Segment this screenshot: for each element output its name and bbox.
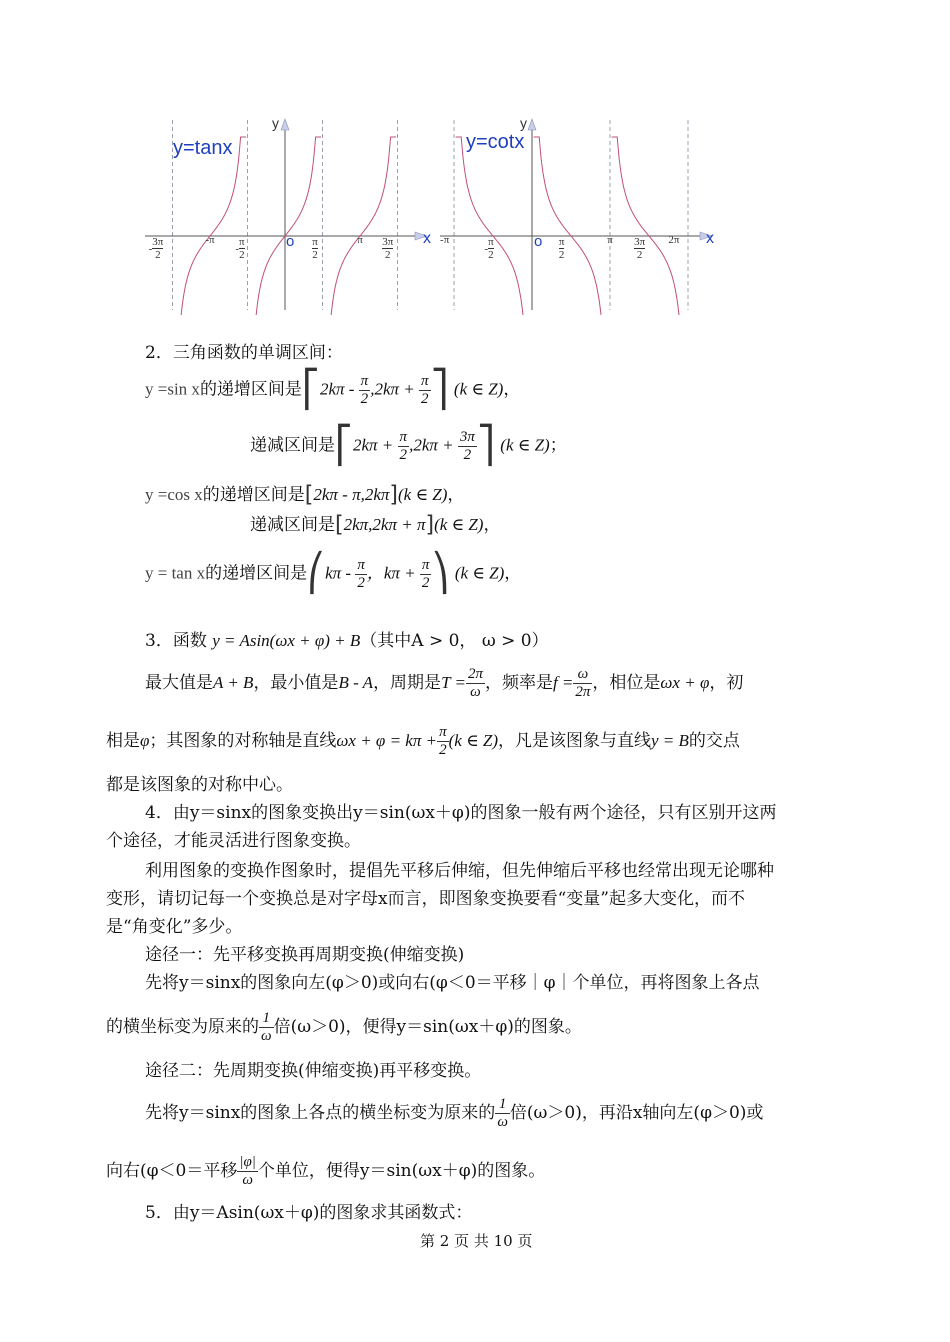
page-footer: 第 2 页 共 10 页 — [420, 1232, 533, 1250]
kz: (k ∈ Z) — [454, 563, 505, 583]
tan-lhs: y = tan x — [145, 563, 206, 583]
tan-y-label: y — [272, 115, 279, 131]
graph-cot — [440, 115, 730, 315]
sin-decreasing-row — [250, 425, 567, 466]
tan-graph-label: y=tanx — [173, 137, 233, 159]
punct: ， — [447, 485, 465, 505]
tick-label: -π — [205, 234, 215, 246]
section5-heading: 5．由y＝Asin(ωx＋φ)的图象求其函数式： — [145, 1203, 473, 1223]
tick-label: - $\frac{\pi}{2}$ — [235, 236, 245, 261]
sin-inc-b: ,2kπ + — [370, 379, 419, 399]
fraction: $\frac{1}{\omega}$ — [497, 1096, 508, 1130]
path2-title: 途径二：先周期变换(伸缩变换)再平移变换。 — [145, 1061, 482, 1081]
bracket-right-icon: ⎤ — [476, 425, 495, 466]
path2-line2: 向右(φ＜0＝平移 $\frac{|\varphi|}{\omega}$ 个单位，便得y＝sin(ωx＋φ)的图象。 — [106, 1154, 546, 1188]
path1-title: 途径一：先平移变换再周期变换(伸缩变换) — [145, 945, 465, 965]
section3-line3: 都是该图象的对称中心。 — [106, 775, 293, 795]
tan-y-arrow-icon — [281, 119, 289, 130]
tan-inc-a: kπ - — [325, 563, 356, 583]
sin-dec-b: ,2kπ + — [409, 435, 458, 455]
sin-inc-a: 2kπ - — [319, 379, 359, 399]
fraction: $\frac{2\pi}{\omega}$ — [467, 666, 483, 700]
punct: ； — [549, 435, 567, 456]
cos-inc-interval: 2kπ - π,2kπ — [313, 485, 390, 504]
fraction: $\frac{\pi}{2}$ — [360, 372, 369, 407]
bracket-right-icon: ] — [425, 512, 435, 538]
section4-line2: 个途径，才能灵活进行图象变换。 — [106, 831, 361, 851]
fraction: $\frac{\omega}{2\pi}$ — [575, 666, 591, 700]
section4-line4: 变形，请切记每一个变换总是对字母x而言，即图象变换要看“变量”起多大变化，而不 — [106, 889, 745, 909]
tick-label: $\frac{3\pi}{2}$ — [634, 236, 646, 261]
bracket-right-icon: ⎤ — [430, 369, 449, 410]
tick-label: π — [607, 234, 613, 246]
cot-graph-label: y=cotx — [466, 131, 525, 153]
fraction: $\frac{3\pi}{2}$ — [459, 428, 475, 463]
path1-line1: 先将y＝sinx的图象向左(φ＞0)或向右(φ＜0＝平移｜φ｜个单位，再将图象上各点 — [145, 973, 760, 993]
section4-line3: 利用图象的变换作图象时，提倡先平移后伸缩，但先伸缩后平移也经常出现无论哪种 — [145, 861, 774, 881]
fraction: $\frac{\pi}{2}$ — [357, 556, 365, 591]
bracket-left-icon: [ — [335, 512, 344, 538]
sin-increasing-row — [145, 369, 521, 410]
sin-dec-text: 递减区间是 — [250, 435, 335, 456]
path1-line2: 的横坐标变为原来的 $\frac{1}{\omega}$ 倍(ω＞0)，便得y＝sin(ωx＋φ)的图象。 — [106, 1010, 582, 1044]
cot-y-label: y — [520, 115, 527, 131]
tick-label: $\frac{\pi}{2}$ — [558, 236, 565, 261]
kz: (k ∈ Z) — [398, 485, 448, 504]
cos-lhs: y =cos x — [145, 485, 203, 504]
section3-heading-text: 3．函数 — [145, 631, 207, 651]
sin-dec-a: 2kπ + — [353, 435, 398, 455]
cot-y-arrow-icon — [528, 119, 536, 130]
cos-increasing-row — [145, 482, 464, 509]
sin-lhs: y =sin x — [145, 379, 200, 399]
tan-inc-text: 的递增区间是 — [205, 563, 308, 584]
kz: (k ∈ Z) — [434, 515, 484, 534]
punct: ， — [483, 515, 501, 535]
path2-line1: 先将y＝sinx的图象上各点的横坐标变为原来的 $\frac{1}{\omega}$ 倍(ω＞0)，再沿x轴向左(φ＞0)或 — [145, 1096, 764, 1130]
tick-label: 2π — [668, 234, 680, 246]
curve-branch — [174, 137, 246, 315]
cos-inc-text: 的递增区间是 — [202, 485, 305, 505]
bracket-left-icon: ⎡ — [335, 425, 353, 466]
bracket-left-icon: ⎡ — [301, 369, 320, 410]
tick-label: $\frac{\pi}{2}$ — [312, 236, 318, 261]
section4-line5: 是“角变化”多少。 — [106, 917, 243, 937]
cot-x-label: x — [706, 230, 714, 247]
bracket-right-icon: ] — [389, 482, 398, 508]
curve-branch — [612, 137, 687, 315]
kz: (k ∈ Z) — [500, 435, 550, 455]
curve-branch — [324, 137, 396, 315]
kz: (k ∈ Z) — [453, 379, 504, 399]
section3-line1: 最大值是A + B，最小值是B - A，周期是T = $\frac{2\pi}{\omega}$ ，频率是f = $\frac{\omega}{2\pi}$ ，相位是ωx + φ，初 — [145, 666, 744, 700]
cos-dec-interval: 2kπ,2kπ + π — [343, 515, 426, 534]
tan-x-label: x — [423, 230, 431, 247]
cos-decreasing-row — [250, 512, 500, 539]
section2-heading: 2．三角函数的单调区间： — [145, 343, 343, 363]
fraction: $\frac{\pi}{2}$ — [399, 428, 408, 463]
fraction: $\frac{1}{\omega}$ — [261, 1010, 272, 1044]
tick-label: -π — [440, 234, 450, 246]
tick-label: $\frac{3\pi}{2}$ — [382, 236, 394, 261]
curve-branch — [456, 137, 531, 315]
fraction: $\frac{|\varphi|}{\omega}$ — [239, 1154, 256, 1188]
section3-line2: 相是φ；其图象的对称轴是直线ωx + φ = kπ + $\frac{\pi}{2}$ (k ∈ Z)，凡是该图象与直线y = B的交点 — [106, 724, 740, 758]
punct: ， — [503, 379, 521, 400]
tan-increasing-row — [145, 553, 522, 594]
fraction: $\frac{\pi}{2}$ — [439, 724, 447, 758]
bracket-left-icon: [ — [304, 482, 314, 508]
sin-inc-text: 的递增区间是 — [199, 379, 302, 400]
fraction: $\frac{\pi}{2}$ — [420, 372, 429, 407]
punct: ， — [504, 563, 522, 584]
curve-branch — [534, 137, 609, 315]
section3-heading — [145, 628, 549, 654]
section4-line1: 4．由y＝sinx的图象变换出y＝sin(ωx＋φ)的图象一般有两个途径，只有区别开这两 — [145, 803, 777, 823]
tan-origin-label: o — [286, 233, 295, 250]
tan-inc-b: ，kπ + — [366, 563, 420, 583]
tick-label: - $\frac{3\pi}{2}$ — [148, 236, 164, 261]
graph-tan — [145, 115, 435, 315]
cot-origin-label: o — [534, 233, 543, 250]
paren-right-icon: ⎞ — [431, 553, 450, 594]
tick-label: - $\frac{\pi}{2}$ — [484, 236, 494, 261]
tick-label: π — [357, 234, 363, 246]
section3-formula: y = Asin(ωx + φ) + B — [212, 631, 361, 650]
section3-condition: （其中A > 0， ω > 0） — [360, 631, 549, 651]
fraction: $\frac{\pi}{2}$ — [421, 556, 430, 591]
cos-dec-text: 递减区间是 — [250, 515, 335, 535]
paren-left-icon: ⎛ — [307, 553, 326, 594]
